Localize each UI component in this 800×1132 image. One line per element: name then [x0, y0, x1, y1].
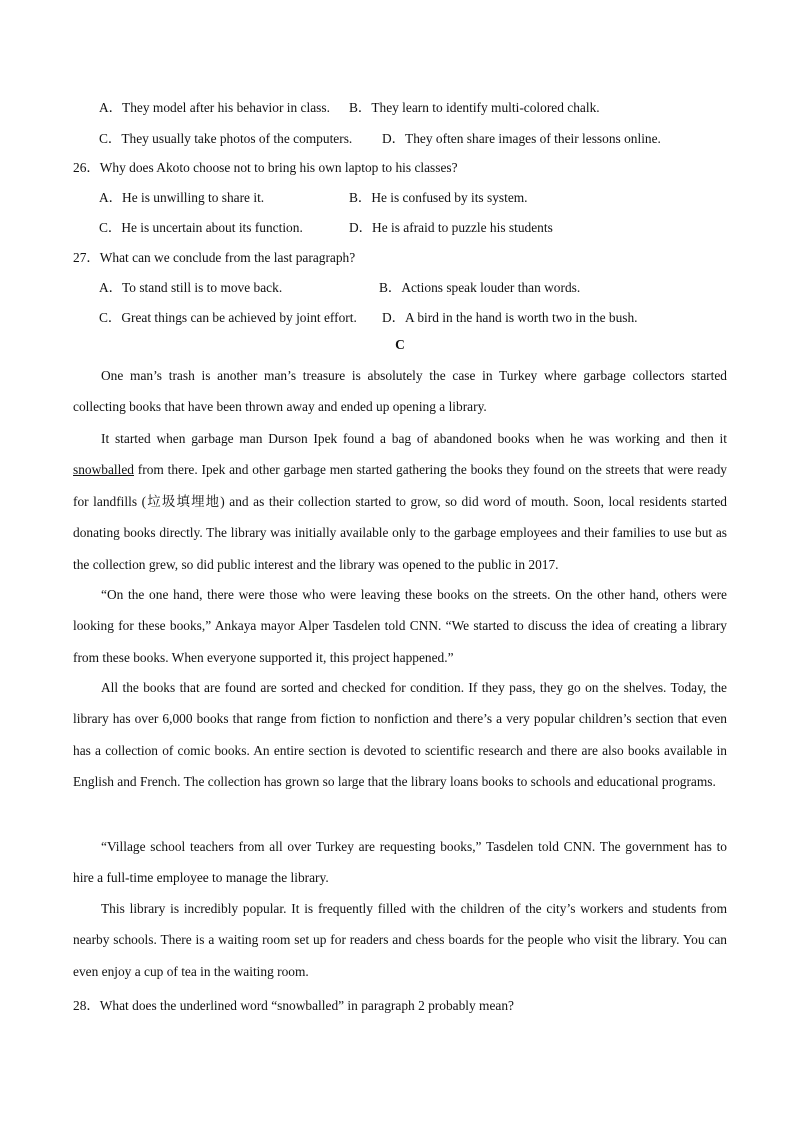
q27-stem: 27．What can we conclude from the last paragraph? [73, 250, 356, 265]
passage-paragraph-6: This library is incredibly popular. It is frequently filled with the children of the city’s workers and students from nearby schools. There is a waiting room set up for readers and chess boards for the people who visit the library. You can even enjoy a cup of tea in the waiting room. [73, 901, 727, 979]
passage-paragraph-2 [73, 423, 727, 580]
passage-paragraph-1: One man’s trash is another man’s treasure is absolutely the case in Turkey where garbage collectors started collecting books that have been thrown away and ended up opening a library. [73, 368, 727, 415]
q25-option-b: B．They learn to identify multi-colored chalk. [349, 100, 600, 115]
q25-option-d: D．They often share images of their lessons online. [382, 131, 661, 146]
q27-option-b: B．Actions speak louder than words. [379, 280, 581, 295]
underlined-word-snowballed: snowballed [73, 462, 134, 478]
q25-option-a: A．They model after his behavior in class. [99, 100, 330, 115]
passage-paragraph-3: “On the one hand, there were those who were leaving these books on the streets. On the other hand, others were looking for these books,” Ankaya mayor Alper Tasdelen told CNN. “We started to discuss the idea of creating a library from these books. When everyone supported it, this project happened.” [73, 587, 727, 665]
q27-option-a: A．To stand still is to move back. [99, 280, 283, 295]
paragraph-2-text-after: from there. Ipek and other garbage men started gathering the books they found on the streets that were ready for landfills (垃圾填埋地) and as their collection started to grow, so did word of mouth. Soon, local residents started donating books directly. The library was initially available only to the garbage employees and their families to use but as the collection grew, so did public interest and the library was opened to the public in 2017. [73, 462, 727, 572]
q26-option-c: C．He is uncertain about its function. [99, 220, 303, 235]
q26-option-d: D．He is afraid to puzzle his students [349, 220, 553, 235]
passage-paragraph-5: “Village school teachers from all over Turkey are requesting books,” Tasdelen told CNN. The government has to hire a full-time employee to manage the library. [73, 839, 727, 886]
q27-option-c: C．Great things can be achieved by joint effort. [99, 310, 357, 325]
q25-option-c: C．They usually take photos of the computers. [99, 131, 353, 146]
q26-option-b: B．He is confused by its system. [349, 190, 528, 205]
q27-option-d: D．A bird in the hand is worth two in the bush. [382, 310, 638, 325]
q26-option-a: A．He is unwilling to share it. [99, 190, 265, 205]
passage-paragraph-4: All the books that are found are sorted and checked for condition. If they pass, they go on the shelves. Today, the library has over 6,000 books that range from fiction to nonfiction and there’s a very popular children’s section that even has a collection of comic books. An entire section is devoted to scientific research and there are also books available in English and French. The collection has grown so large that the library loans books to schools and educational programs. [73, 680, 727, 790]
paragraph-2-text-before: It started when garbage man Durson Ipek found a bag of abandoned books when he was working and then it [101, 431, 727, 446]
q26-stem: 26．Why does Akoto choose not to bring his own laptop to his classes? [73, 160, 458, 175]
q28-stem: 28．What does the underlined word “snowballed” in paragraph 2 probably mean? [73, 998, 515, 1013]
section-heading: C [395, 337, 405, 352]
